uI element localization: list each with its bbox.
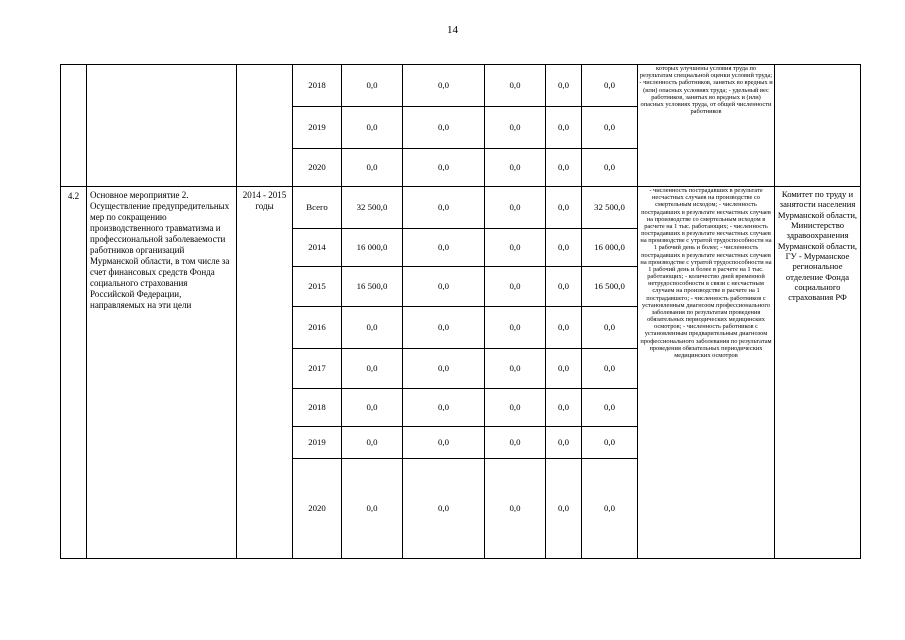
value-cell: 0,0 [546, 65, 582, 107]
table-row [61, 65, 861, 107]
value-cell: 0,0 [546, 427, 582, 459]
section-executor: Комитет по труду и занятости населения Мурманской области, Министерство здравоохранения Мурманской области, ГУ - Мурманское региональное отделение Фонда социального страхования РФ [775, 187, 861, 559]
value-cell: 0,0 [342, 459, 403, 559]
year-cell: 2020 [293, 459, 342, 559]
value-cell: 0,0 [485, 65, 546, 107]
value-cell: 0,0 [403, 349, 485, 389]
year-cell: Всего [293, 187, 342, 229]
value-cell: 0,0 [485, 229, 546, 267]
value-cell: 0,0 [582, 427, 638, 459]
year-cell: 2015 [293, 267, 342, 307]
value-cell: 0,0 [485, 349, 546, 389]
value-cell: 0,0 [546, 349, 582, 389]
value-cell: 0,0 [582, 65, 638, 107]
page-number: 14 [447, 24, 458, 36]
table-row [61, 187, 861, 229]
value-cell: 0,0 [485, 389, 546, 427]
year-cell: 2018 [293, 389, 342, 427]
name-cell [87, 65, 237, 187]
period-cell [237, 65, 293, 187]
value-cell: 0,0 [403, 229, 485, 267]
value-cell: 0,0 [403, 389, 485, 427]
value-cell: 16 000,0 [342, 229, 403, 267]
value-cell: 0,0 [485, 307, 546, 349]
year-cell: 2020 [293, 149, 342, 187]
value-cell: 0,0 [342, 107, 403, 149]
value-cell: 0,0 [546, 267, 582, 307]
value-cell: 0,0 [546, 389, 582, 427]
year-cell: 2014 [293, 229, 342, 267]
value-cell: 16 000,0 [582, 229, 638, 267]
value-cell: 0,0 [485, 427, 546, 459]
value-cell: 0,0 [546, 459, 582, 559]
executor-cell [775, 65, 861, 187]
value-cell: 0,0 [582, 459, 638, 559]
value-cell: 0,0 [485, 107, 546, 149]
value-cell: 0,0 [342, 149, 403, 187]
value-cell: 0,0 [403, 149, 485, 187]
section-period: 2014 - 2015 годы [237, 187, 293, 559]
value-cell: 0,0 [403, 459, 485, 559]
value-cell: 0,0 [342, 65, 403, 107]
year-cell: 2016 [293, 307, 342, 349]
value-cell: 0,0 [403, 427, 485, 459]
value-cell: 0,0 [546, 107, 582, 149]
value-cell: 0,0 [582, 107, 638, 149]
value-cell: 32 500,0 [342, 187, 403, 229]
value-cell: 0,0 [485, 149, 546, 187]
value-cell: 0,0 [403, 307, 485, 349]
section-name: Основное мероприятие 2. Осуществление предупредительных мер по сокращению производственного травматизма и профессиональной заболеваемости работников организаций Мурманской области, в том числе за счет финансовых средств Фонда социального страхования Российской Федерации, направляемых на эти цели [87, 187, 237, 559]
value-cell: 0,0 [403, 187, 485, 229]
value-cell: 0,0 [342, 427, 403, 459]
value-cell: 32 500,0 [582, 187, 638, 229]
year-cell: 2018 [293, 65, 342, 107]
value-cell: 16 500,0 [582, 267, 638, 307]
value-cell: 0,0 [546, 229, 582, 267]
value-cell: 0,0 [342, 307, 403, 349]
indicators-cell: которых улучшены условия труда по результатам специальной оценки условий труда; - численность работников, занятых во вредных и (или) опасных условиях труда; - удельный вес работников, занятых во вредных и (или) опасных условиях труда, от общей численности работников [638, 65, 775, 187]
section-indicators: - численность пострадавших в результате несчастных случаев на производстве со смертельным исходом; - численность пострадавших в результате несчастных случаев на производстве со смертельным исходом в расчете на 1 тыс. работающих; - численность пострадавших в результате несчастных случаев на производстве с утратой трудоспособности на 1 рабочий день и более; - численность пострадавших в результате несчастных случаев на производстве с утратой трудоспособности на 1 рабочий день и более в расчете на 1 тыс. работающих; - количество дней временной нетрудоспособности в связи с несчастным случаем на производстве в расчете на 1 пострадавшего; - численность работников с установленным диагнозом профессионального заболевания по результатам проведения обязательных периодических медицинских осмотров; - численность работников с установленным предварительным диагнозом профессионального заболевания по результатам проведения обязательных периодических медицинских осмотров [638, 187, 775, 559]
year-cell: 2019 [293, 107, 342, 149]
value-cell: 0,0 [485, 459, 546, 559]
value-cell: 0,0 [546, 149, 582, 187]
value-cell: 0,0 [582, 307, 638, 349]
program-table [60, 64, 861, 559]
value-cell: 0,0 [342, 389, 403, 427]
section-number: 4.2 [61, 187, 87, 559]
value-cell: 16 500,0 [342, 267, 403, 307]
year-cell: 2019 [293, 427, 342, 459]
value-cell: 0,0 [342, 349, 403, 389]
value-cell: 0,0 [485, 187, 546, 229]
value-cell: 0,0 [582, 389, 638, 427]
value-cell: 0,0 [546, 187, 582, 229]
value-cell: 0,0 [582, 149, 638, 187]
number-cell [61, 65, 87, 187]
value-cell: 0,0 [485, 267, 546, 307]
value-cell: 0,0 [403, 107, 485, 149]
value-cell: 0,0 [582, 349, 638, 389]
value-cell: 0,0 [403, 267, 485, 307]
value-cell: 0,0 [403, 65, 485, 107]
value-cell: 0,0 [546, 307, 582, 349]
year-cell: 2017 [293, 349, 342, 389]
